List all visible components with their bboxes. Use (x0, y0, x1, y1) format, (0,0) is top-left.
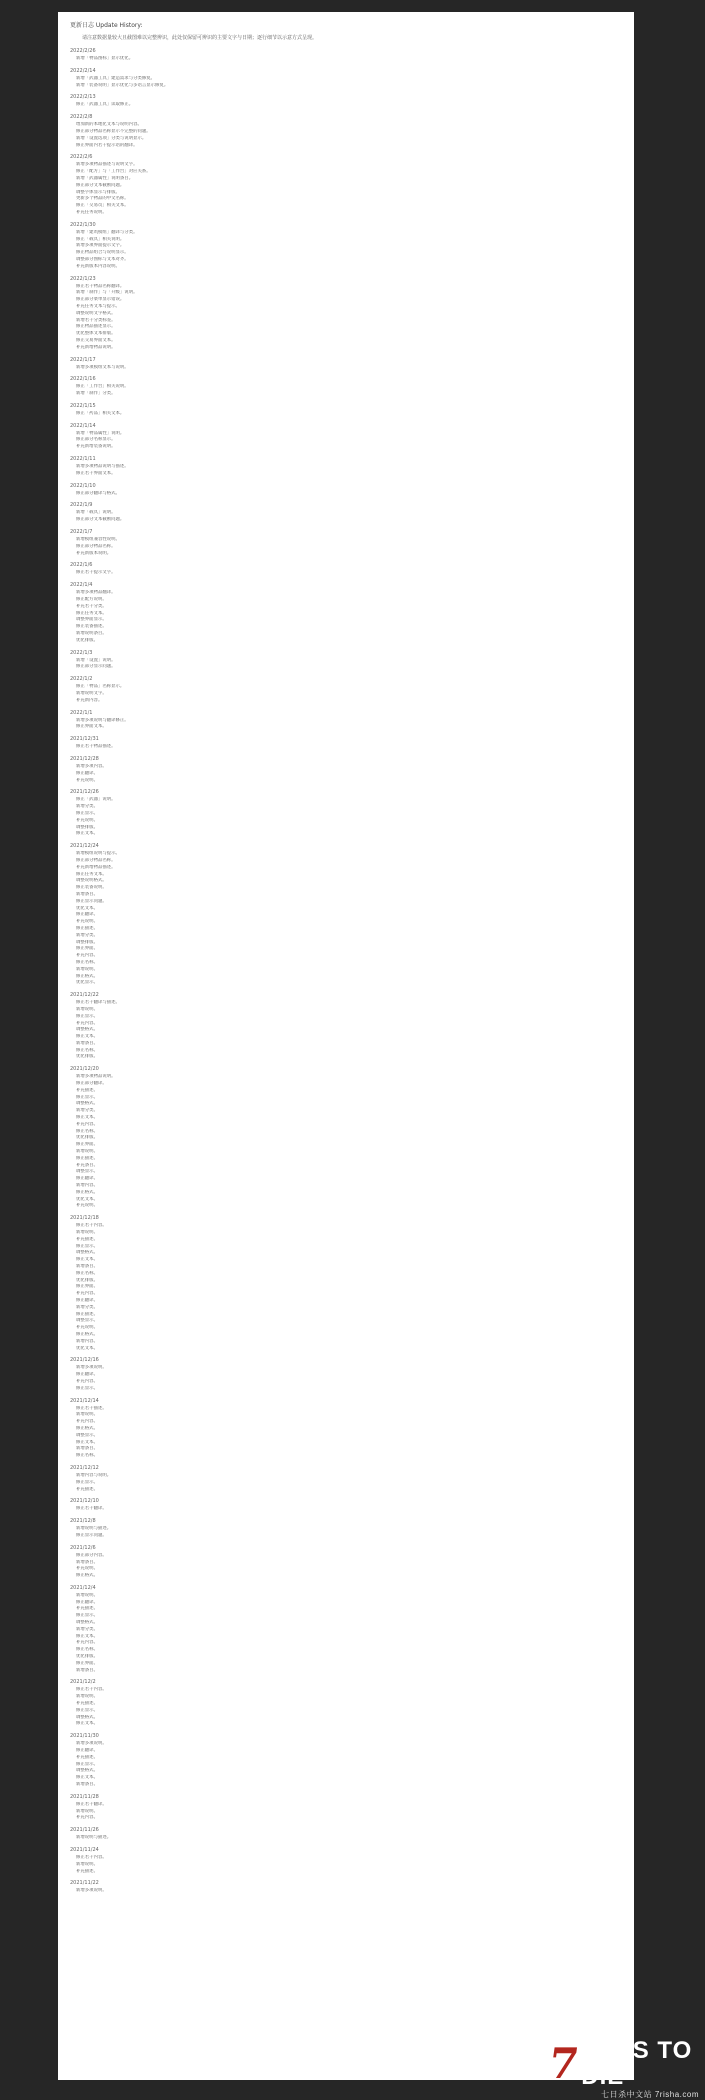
entry-line: 新增分类。 (76, 1304, 98, 1310)
document-page (58, 12, 634, 2080)
entry-line: 调整显示。 (76, 1318, 98, 1324)
entry-line: 补充描述。 (76, 1087, 98, 1093)
entry-line: 补充新版本说明。 (76, 550, 112, 556)
changelog-entry (70, 94, 624, 109)
entry-line: 补充描述。 (76, 1236, 98, 1242)
entry-line: 补充内容。 (76, 1815, 98, 1821)
changelog-entry (70, 736, 624, 751)
entry-line: 修正若干内容。 (76, 1687, 107, 1693)
entry-line: 修正若干翻译与描述。 (76, 1000, 120, 1006)
entry-date: 2022/1/3 (70, 649, 93, 656)
entry-date: 2022/1/6 (70, 562, 93, 569)
entry-line: 修正部分物品名称显示不完整的问题。 (76, 128, 151, 134)
changelog-entry (70, 1498, 624, 1513)
entry-line: 修正部分文本截断问题。 (76, 182, 125, 188)
entry-line: 调整界面显示。 (76, 617, 107, 623)
entry-line: 新增分类。 (76, 932, 98, 938)
entry-line: 修正物品描述显示。 (76, 324, 116, 330)
entry-line: 调整排版。 (76, 939, 98, 945)
entry-date: 2022/2/13 (70, 94, 96, 101)
entry-line: 修正翻译。 (76, 770, 98, 776)
entry-line: 修正界面内若干提示语的翻译。 (76, 142, 138, 148)
entry-line: 新增说明。 (76, 966, 98, 972)
changelog-entry (70, 357, 624, 372)
entry-date: 2021/12/16 (70, 1357, 99, 1364)
changelog-entry (70, 992, 624, 1061)
entry-line: 补充新增物品说明。 (76, 344, 116, 350)
entry-line: 新增分类。 (76, 1108, 98, 1114)
entry-line: 新增说明。 (76, 1006, 98, 1012)
entry-line: 补充若干分类。 (76, 603, 107, 609)
entry-line: 修正显示。 (76, 1613, 98, 1619)
entry-line: 修正显示。 (76, 1385, 98, 1391)
entry-line: 补充说明。 (76, 1203, 98, 1209)
changelog-entry (70, 710, 624, 732)
entry-line: 修正格式。 (76, 1189, 98, 1195)
entry-line: 修正描述。 (76, 925, 98, 931)
entry-line: 调整部分图标与文本对齐。 (76, 256, 129, 262)
entry-line: 修正翻译。 (76, 912, 98, 918)
entry-date: 2022/1/16 (70, 376, 96, 383)
entry-line: 修正部分显示问题。 (76, 664, 116, 670)
changelog-entry (70, 1733, 624, 1789)
changelog-entry (70, 1357, 624, 1392)
entry-line: 修正若干物品名称翻译。 (76, 283, 125, 289)
entry-date: 2022/1/17 (70, 356, 96, 363)
changelog-entry (70, 1847, 624, 1875)
entry-line: 补充描述。 (76, 1606, 98, 1612)
entry-line: 新增「制作」与「升级」说明。 (76, 290, 138, 296)
entry-line: 修正若干翻译。 (76, 1801, 107, 1807)
entry-date: 2021/11/28 (70, 1793, 99, 1800)
entry-line: 新增条目。 (76, 891, 98, 897)
entry-line: 新增「武器属性」说明条目。 (76, 175, 134, 181)
entry-line: 修正任务文本。 (76, 871, 107, 877)
entry-date: 2022/1/11 (70, 456, 96, 463)
entry-line: 补充描述。 (76, 1754, 98, 1760)
entry-line: 新增多项物品说明。 (76, 1074, 116, 1080)
entry-date: 2021/12/31 (70, 736, 99, 743)
entry-date: 2022/1/15 (70, 402, 96, 409)
entry-line: 修正若干内容。 (76, 1855, 107, 1860)
entry-line: 新增多项说明。 (76, 1365, 107, 1371)
entry-line: 修正显示问题。 (76, 1532, 107, 1538)
entry-line: 新增若干分类标签。 (76, 317, 116, 323)
entry-date: 2021/11/30 (70, 1733, 99, 1740)
entry-date: 2022/1/14 (70, 422, 96, 429)
entry-line: 新增多项内容。 (76, 764, 107, 769)
entry-line: 新增多项说明。 (76, 1741, 107, 1747)
entry-line: 补充描述。 (76, 1868, 98, 1874)
watermark-seven: 7 (545, 2039, 582, 2088)
entry-line: 修正格式。 (76, 1573, 98, 1579)
entry-line: 修正任务文本。 (76, 610, 107, 616)
entry-line: 新增模组兼容性说明。 (76, 537, 120, 543)
entry-line: 修正翻译。 (76, 1372, 98, 1378)
entry-line: 新增「物品属性」说明。 (76, 430, 125, 436)
entry-line: 新增说明与描述。 (76, 1835, 112, 1841)
entry-line: 新增条目。 (76, 1040, 98, 1046)
entry-line: 优化文本。 (76, 1345, 98, 1351)
changelog-entry (70, 1679, 624, 1728)
entry-date: 2021/12/22 (70, 992, 99, 999)
entry-line: 补充内容。 (76, 953, 98, 959)
entry-line: 新增条目。 (76, 1264, 98, 1269)
entry-line: 新增「设置选项」分类与说明显示。 (76, 135, 147, 141)
entry-line: 补充内容。 (76, 1121, 98, 1127)
entry-line: 修正文本。 (76, 1439, 98, 1445)
entry-line: 增加新的本地化文本与说明内容。 (76, 122, 142, 128)
entry-line: 优化排版。 (76, 637, 98, 643)
entry-line: 修正文本。 (76, 1721, 98, 1727)
entry-line: 修正「药品」相关文本。 (76, 410, 125, 416)
entry-date: 2022/1/10 (70, 482, 96, 489)
changelog-entry (70, 789, 624, 838)
entry-line: 调整格式。 (76, 1620, 98, 1626)
entry-date: 2021/12/10 (70, 1498, 99, 1505)
entry-line: 补充内容。 (76, 1020, 98, 1026)
entry-date: 2021/12/2 (70, 1679, 96, 1686)
entry-date: 2021/12/4 (70, 1584, 96, 1591)
entry-line: 修正文本。 (76, 1034, 98, 1040)
entry-line: 调整格式。 (76, 1768, 98, 1774)
entry-line: 新增说明。 (76, 1694, 98, 1700)
entry-line: 新增说明。 (76, 1149, 98, 1155)
entry-line: 更新多个物品的中文名称。 (76, 196, 129, 202)
changelog-entry (70, 1066, 624, 1210)
entry-line: 修正「武器」说明。 (76, 797, 116, 803)
entry-line: 修正「交易员」相关文本。 (76, 203, 129, 209)
entry-line: 修正名称。 (76, 1128, 98, 1134)
entry-date: 2022/1/4 (70, 582, 93, 589)
entry-line: 新增说明与描述。 (76, 1526, 112, 1532)
entry-date: 2022/2/14 (70, 67, 96, 74)
entry-line: 修正界面。 (76, 946, 98, 952)
entry-date: 2021/12/24 (70, 843, 99, 850)
entry-line: 修正部分文本截断问题。 (76, 517, 125, 523)
changelog-entry (70, 1215, 624, 1352)
changelog-entry (70, 1465, 624, 1493)
entry-line: 新增说明条目。 (76, 631, 107, 637)
entry-line: 修正文本。 (76, 1633, 98, 1639)
entry-line: 调整说明格式。 (76, 878, 107, 884)
changelog-entry (70, 756, 624, 784)
entry-line: 新增多项物品说明与描述。 (76, 464, 129, 470)
changelog-entry (70, 529, 624, 557)
entry-line: 修正若干翻译。 (76, 1506, 107, 1512)
entry-date: 2021/11/26 (70, 1827, 99, 1834)
entry-line: 调整显示。 (76, 1169, 98, 1175)
entry-line: 补充条目。 (76, 1162, 98, 1168)
entry-line: 修正若干界面文本。 (76, 470, 116, 476)
entry-line: 修正部分物品名称。 (76, 543, 116, 549)
entry-line: 修正显示问题。 (76, 898, 107, 904)
changelog-entry (70, 403, 624, 418)
entry-line: 新增说明。 (76, 1808, 98, 1814)
changelog-entry (70, 502, 624, 524)
entry-line: 优化排版。 (76, 1054, 98, 1060)
entry-line: 修正「武器工具」读取修正。 (76, 102, 134, 108)
entry-line: 优化整体文本排版。 (76, 331, 116, 337)
entry-line: 新增多项界面提示文字。 (76, 243, 125, 249)
entry-date: 2022/1/30 (70, 221, 96, 228)
entry-date: 2022/1/7 (70, 529, 93, 536)
entry-date: 2021/12/14 (70, 1397, 99, 1404)
entry-date: 2022/1/9 (70, 502, 93, 509)
entry-line: 补充任务说明。 (76, 209, 107, 215)
entry-line: 新增「制作」分类。 (76, 391, 116, 397)
changelog-entry (70, 114, 624, 149)
changelog-entry (70, 423, 624, 451)
entry-line: 修正名称。 (76, 1453, 98, 1459)
changelog-entry (70, 48, 624, 63)
entry-line: 修正显示。 (76, 1013, 98, 1019)
entry-line: 修正文本。 (76, 1115, 98, 1121)
entry-line: 修正装备说明。 (76, 885, 107, 891)
entry-line: 调整字体显示与排版。 (76, 189, 120, 195)
entry-date: 2021/12/8 (70, 1518, 96, 1525)
changelog-entry (70, 1880, 624, 1895)
entry-line: 新增内容与说明。 (76, 1472, 112, 1478)
entry-line: 修正格式。 (76, 1425, 98, 1431)
entry-line: 修正显示。 (76, 810, 98, 816)
entry-line: 补充说明。 (76, 919, 98, 925)
watermark-logo (545, 2037, 699, 2090)
entry-line: 调整格式。 (76, 1101, 98, 1107)
entry-line: 新增说明文字。 (76, 691, 107, 697)
entry-line: 修正部分翻译。 (76, 1081, 107, 1087)
entry-line: 修正翻译。 (76, 1748, 98, 1754)
entry-line: 修正交易界面文本。 (76, 337, 116, 343)
entry-line: 修正名称。 (76, 1047, 98, 1053)
entry-line: 修正界面。 (76, 1142, 98, 1148)
entry-line: 补充内容。 (76, 1419, 98, 1425)
changelog-entry (70, 1518, 624, 1540)
entry-line: 补充内容。 (76, 1291, 98, 1297)
entry-line: 补充内容。 (76, 1640, 98, 1646)
entry-line: 修正若干物品描述。 (76, 744, 116, 750)
entry-line: 修正文本。 (76, 831, 98, 837)
entry-line: 新增内容。 (76, 1183, 98, 1189)
changelog-entry (70, 843, 624, 987)
entry-date: 2021/12/12 (70, 1464, 99, 1471)
entry-line: 调整排版。 (76, 824, 98, 830)
entry-line: 新增「物品图标」显示优化。 (76, 56, 134, 61)
entry-line: 修正若干内容。 (76, 1223, 107, 1229)
entry-line: 补充描述。 (76, 1486, 98, 1492)
entry-line: 修正显示。 (76, 1243, 98, 1249)
entry-date: 2021/11/22 (70, 1880, 99, 1887)
entry-line: 新增条目。 (76, 1559, 98, 1565)
entry-line: 修正「物品」名称显示。 (76, 684, 125, 690)
entry-line: 新增「装备说明」显示优化与多语言显示修复。 (76, 82, 169, 88)
entry-line: 补充新版本内容说明。 (76, 263, 120, 269)
entry-line: 修正界面。 (76, 1660, 98, 1666)
entry-date: 2022/2/26 (70, 48, 96, 54)
entry-line: 调整显示。 (76, 1432, 98, 1438)
entry-line: 新增多项物品翻译。 (76, 590, 116, 596)
entry-line: 修正部分名称显示。 (76, 437, 116, 443)
entry-line: 修正部分内容。 (76, 1552, 107, 1558)
entry-line: 修正名称。 (76, 1270, 98, 1276)
changelog-entry (70, 562, 624, 577)
entry-line: 修正描述。 (76, 1155, 98, 1161)
entry-line: 补充新增装备说明。 (76, 444, 116, 450)
entry-line: 新增多项说明与翻译修正。 (76, 717, 129, 723)
entry-line: 调整格式。 (76, 1250, 98, 1256)
entry-date: 2022/1/23 (70, 275, 96, 282)
entry-line: 补充说明。 (76, 1325, 98, 1331)
entry-line: 修正「工作台」相关说明。 (76, 384, 129, 390)
changelog-entry (70, 376, 624, 398)
entry-date: 2021/12/18 (70, 1215, 99, 1222)
entry-date: 2021/12/6 (70, 1544, 96, 1551)
entry-line: 新增说明。 (76, 1861, 98, 1867)
entry-line: 优化排版。 (76, 1277, 98, 1283)
changelog-entry (70, 582, 624, 644)
changelog-entry (70, 276, 624, 352)
entry-date: 2022/1/2 (70, 676, 93, 683)
entry-line: 修正描述。 (76, 1311, 98, 1317)
entry-line: 新增条目。 (76, 1667, 98, 1673)
entry-line: 补充描述。 (76, 1701, 98, 1707)
entry-line: 修正显示。 (76, 1094, 98, 1100)
entry-line: 优化文本。 (76, 905, 98, 911)
entry-date: 2021/12/20 (70, 1066, 99, 1073)
entry-line: 修正格式。 (76, 1331, 98, 1337)
entry-line: 修正界面。 (76, 1284, 98, 1290)
entry-line: 补充说明。 (76, 1566, 98, 1572)
entry-line: 新增分类。 (76, 804, 98, 810)
entry-line: 修正格式。 (76, 973, 98, 979)
changelog-entry (70, 1545, 624, 1580)
changelog-entry (70, 483, 624, 498)
entry-line: 修正配方说明。 (76, 597, 107, 603)
entry-line: 修正显示。 (76, 1479, 98, 1485)
entry-line: 新增说明。 (76, 1230, 98, 1236)
changelog-entry (70, 68, 624, 90)
entry-line: 新增说明。 (76, 1412, 98, 1418)
entry-date: 2021/12/26 (70, 789, 99, 796)
entry-line: 修正翻译。 (76, 1599, 98, 1605)
entry-line: 新增多项模组文本与说明。 (76, 364, 129, 370)
entry-date: 2022/2/6 (70, 154, 93, 161)
entry-line: 调整格式。 (76, 1714, 98, 1720)
entry-line: 新增模组说明与提示。 (76, 851, 120, 857)
entry-line: 优化文本。 (76, 1196, 98, 1202)
changelog-entry (70, 650, 624, 672)
entry-line: 修正名称。 (76, 1647, 98, 1653)
entry-line: 修正若干描述。 (76, 1405, 107, 1411)
watermark-site: 七日杀中文站 7risha.com (601, 2090, 699, 2099)
entry-line: 补充任务文本与提示。 (76, 303, 120, 309)
entry-line: 修正显示。 (76, 1707, 98, 1713)
entry-line: 修正「载具」相关说明。 (76, 236, 125, 242)
entry-line: 修正翻译。 (76, 1297, 98, 1303)
entry-line: 修正文本。 (76, 1257, 98, 1263)
changelog-entry (70, 154, 624, 216)
entry-line: 新增「建筑模组」翻译与分类。 (76, 229, 138, 235)
entry-line: 调整格式。 (76, 1027, 98, 1033)
entry-line: 修正部分物品名称。 (76, 857, 116, 863)
entry-line: 修正部分菜单显示错误。 (76, 297, 125, 303)
changelog-entry (70, 456, 624, 478)
entry-line: 修正显示。 (76, 1761, 98, 1767)
entry-line: 新增条目。 (76, 1446, 98, 1452)
entry-date: 2021/12/28 (70, 756, 99, 762)
entry-line: 新增多项物品描述与说明文字。 (76, 162, 138, 168)
entry-line: 补充新内容。 (76, 697, 103, 703)
watermark (545, 2037, 699, 2099)
entry-line: 新增多项说明。 (76, 1888, 107, 1894)
entry-line: 新增「武器工具」建造需求与分类修复。 (76, 75, 156, 81)
entry-line: 新增分类。 (76, 1626, 98, 1632)
entry-line: 补充说明。 (76, 817, 98, 823)
changelog-entry (70, 676, 624, 704)
entry-line: 修正文本。 (76, 1775, 98, 1781)
entry-line: 修正界面文本。 (76, 724, 107, 730)
entry-line: 新增内容。 (76, 1338, 98, 1344)
entry-line: 新增「设置」说明。 (76, 657, 116, 663)
entry-line: 优化显示。 (76, 980, 98, 986)
entry-line: 修正物品组合与说明显示。 (76, 250, 129, 256)
entry-line: 新增「载具」说明。 (76, 510, 116, 516)
entry-line: 修正装备描述。 (76, 624, 107, 630)
changelog-entry (70, 222, 624, 271)
left-margin (0, 0, 58, 2094)
entry-line: 修正「配方」与「工作台」对应关系。 (76, 169, 151, 175)
changelog-entry (70, 1398, 624, 1460)
changelog-entry (70, 1585, 624, 1675)
changelog-list (70, 48, 624, 1895)
entry-line: 新增条目。 (76, 1782, 98, 1788)
entry-date: 2022/2/8 (70, 114, 93, 121)
entry-line: 修正部分翻译与格式。 (76, 490, 120, 496)
changelog-entry (70, 1827, 624, 1842)
entry-line: 修正若干提示文字。 (76, 570, 116, 576)
entry-line: 修正名称。 (76, 959, 98, 965)
entry-line: 调整说明文字格式。 (76, 310, 116, 316)
intro-paragraph: 请注意数据量较大且截图难以完整辨识，此处仅保留可辨识的主要文字与日期；逐行细节以示意方式呈现。 (82, 35, 318, 41)
changelog-entry (70, 1794, 624, 1822)
entry-date: 2022/1/1 (70, 709, 93, 716)
entry-line: 补充新增物品描述。 (76, 864, 116, 870)
watermark-title: DAYS TO DIE (581, 2037, 693, 2090)
page-title: 更新日志 Update History: (70, 22, 143, 29)
entry-line: 补充说明。 (76, 777, 98, 783)
entry-line: 优化排版。 (76, 1135, 98, 1141)
entry-line: 修正翻译。 (76, 1176, 98, 1182)
entry-line: 优化排版。 (76, 1654, 98, 1660)
entry-date: 2021/11/24 (70, 1847, 99, 1853)
entry-line: 补充内容。 (76, 1378, 98, 1384)
right-margin (634, 0, 705, 2094)
entry-line: 新增说明。 (76, 1592, 98, 1598)
